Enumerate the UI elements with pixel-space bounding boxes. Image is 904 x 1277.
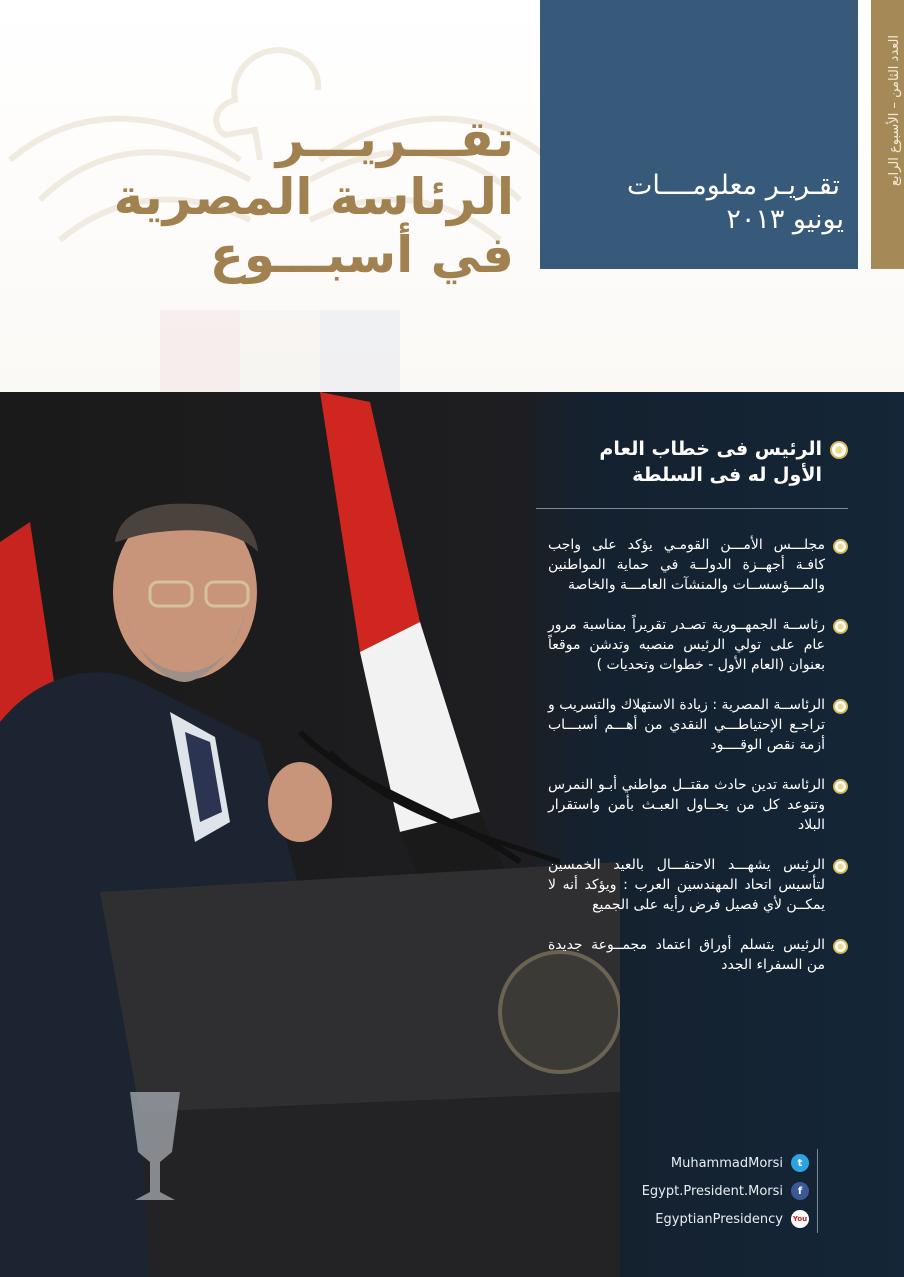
bullet-icon: [833, 699, 848, 714]
news-item: [548, 535, 848, 595]
content-panel: [0, 392, 904, 1277]
issue-label: العدد الثامن – الأسبوع الرابع: [887, 35, 902, 187]
news-item: [548, 935, 848, 975]
news-item-text: رئاســة الجمهــورية تصـدر تقريراً بمناسبة مرور عام على تولي الرئيس منصبه وتدشن موقعاً بعنوان (العام الأول - خطوات وتحديات ): [548, 617, 825, 673]
facebook-link[interactable]: [549, 1177, 809, 1205]
news-item-text: الرئاســة المصرية : زيادة الاستهلاك والتسريب و تراجـع الإحتياطـــي النقدي من أهـــم أسبـــاب أزمة نقص الوقــــود: [548, 697, 825, 753]
bullet-icon: [830, 441, 848, 459]
news-item: [548, 855, 848, 915]
headlines-column: [548, 436, 848, 995]
facebook-icon: f: [791, 1182, 809, 1200]
lead-headline: [548, 436, 848, 488]
bullet-icon: [833, 619, 848, 634]
youtube-link[interactable]: [549, 1205, 809, 1233]
info-date: يونيو ٢٠١٣: [726, 204, 844, 235]
news-item: [548, 695, 848, 755]
news-item-text: الرئيس يشهـــد الاحتفـــال بالعيد الخمسين لتأسيس اتحاد المهندسين العرب : ويؤكد أنه لا يمكــن لأي فصيل فرض رأيه على الجميع: [548, 857, 825, 913]
news-item: [548, 775, 848, 835]
facebook-handle[interactable]: Egypt.President.Morsi: [641, 1183, 783, 1199]
divider: [536, 508, 848, 509]
news-item-text: مجلـــس الأمـــن القومـي يؤكد على واجب كافـة أجهــزة الدولــة في حماية المواطنين والمـــؤسســات والمنشآت العامـــة والخاصة: [548, 537, 825, 593]
info-title: تقـريـر معلومــــات: [626, 170, 840, 201]
lead-headline-text: الرئيس فى خطاب العام الأول له فى السلطة: [599, 438, 822, 486]
news-item: [548, 615, 848, 675]
social-links: [549, 1149, 818, 1233]
youtube-handle[interactable]: EgyptianPresidency: [655, 1211, 783, 1227]
twitter-link[interactable]: [549, 1149, 809, 1177]
bullet-icon: [833, 779, 848, 794]
twitter-icon: t: [791, 1154, 809, 1172]
president-photo: [0, 392, 620, 1277]
bullet-icon: [833, 939, 848, 954]
issue-stripe: [871, 0, 904, 269]
twitter-handle[interactable]: MuhammadMorsi: [670, 1155, 783, 1171]
bullet-icon: [833, 859, 848, 874]
info-box: [540, 0, 858, 269]
bullet-icon: [833, 539, 848, 554]
youtube-icon: You: [791, 1210, 809, 1228]
news-item-text: الرئاسة تدين حادث مقتــل مواطني أبـو النمرس وتتوعد كل من يحــاول العبـث بأمن واستقرار البلاد: [548, 777, 825, 833]
main-title-line: تقـــريـــر: [275, 110, 514, 168]
main-title-line: في أسبـــوع: [209, 226, 514, 284]
main-title: [34, 110, 514, 284]
news-item-text: الرئيس يتسلم أوراق اعتماد مجمــوعة جديدة من السفراء الجدد: [548, 937, 825, 973]
main-title-line: الرئاسة المصرية: [113, 168, 514, 226]
